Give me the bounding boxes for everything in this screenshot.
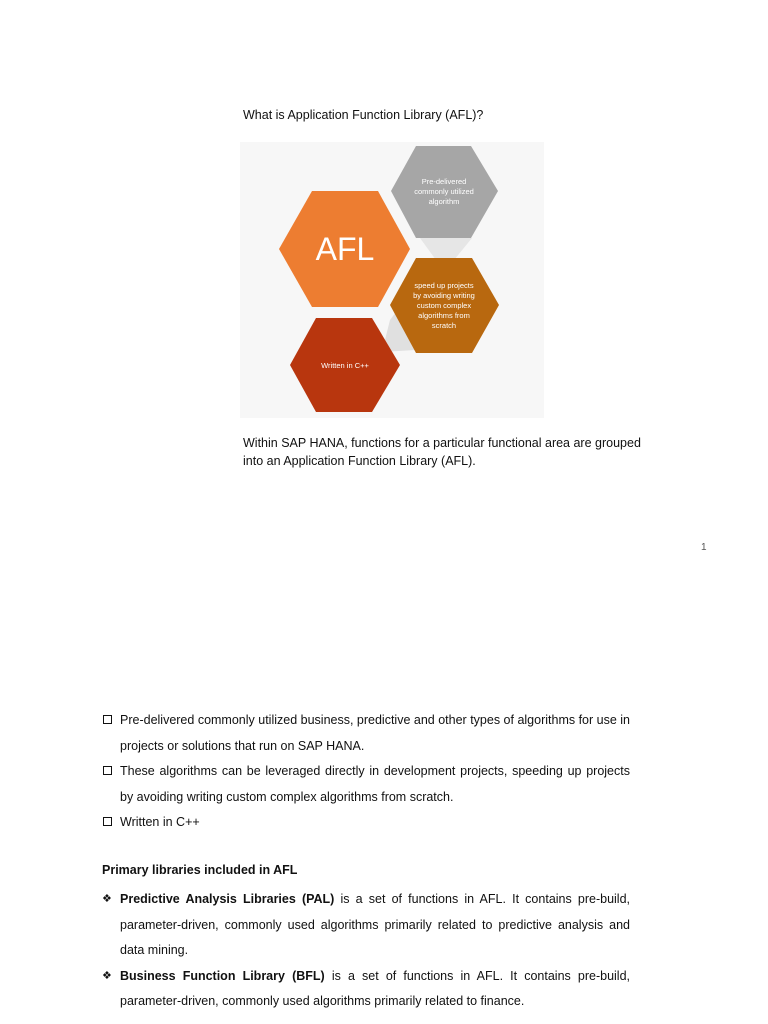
library-description: is a set of functions in AFL. It contains pre-build, parameter-driven, commonly used algorithms primarily related to finance. bbox=[120, 968, 631, 1009]
list-item-text: Pre-delivered commonly utilized business, predictive and other types of algorithms for use in projects or solutions that run on SAP HANA. bbox=[120, 713, 630, 753]
library-list bbox=[102, 887, 630, 1015]
list-item bbox=[102, 810, 630, 836]
diamond-bullet-icon: ❖ bbox=[102, 893, 112, 905]
diagram-label-line: commonly utilized bbox=[414, 187, 474, 196]
written-cpp-label bbox=[321, 361, 369, 370]
afl-diagram bbox=[240, 142, 544, 418]
diagram-label-line: custom complex bbox=[416, 301, 472, 310]
diagram-label-line: Written in C++ bbox=[321, 361, 369, 370]
checkbox-bullet-icon bbox=[103, 766, 112, 775]
library-description: is a set of functions in AFL. It contains pre-build, parameter-driven, commonly used algorithms primarily related to predictive analysis and data mining. bbox=[120, 892, 631, 958]
list-item bbox=[102, 759, 630, 810]
afl-hexagon-graphic bbox=[240, 142, 544, 418]
page-title: What is Application Function Library (AFL)? bbox=[243, 108, 484, 122]
afl-center-label: AFL bbox=[315, 231, 375, 267]
list-item bbox=[102, 887, 630, 964]
library-name: Predictive Analysis Libraries (PAL) bbox=[120, 892, 335, 906]
library-name: Business Function Library (BFL) bbox=[120, 968, 325, 983]
section-heading: Primary libraries included in AFL bbox=[102, 863, 298, 877]
list-item-text: These algorithms can be leveraged directly in development projects, speeding up projects by avoiding writing custom complex algorithms from scratch. bbox=[120, 764, 630, 804]
diagram-label-line: by avoiding writing bbox=[413, 291, 475, 300]
diagram-label-line: algorithm bbox=[428, 197, 460, 206]
list-item bbox=[102, 708, 630, 759]
diamond-bullet-icon: ❖ bbox=[102, 969, 112, 982]
page-number: 1 bbox=[701, 542, 707, 553]
list-item-text: Written in C++ bbox=[120, 815, 200, 830]
diagram-label-line: scratch bbox=[431, 321, 457, 330]
feature-list bbox=[102, 708, 630, 836]
checkbox-bullet-icon bbox=[103, 715, 112, 724]
list-item bbox=[102, 964, 630, 1015]
diagram-label-line: Pre-delivered bbox=[421, 177, 467, 186]
intro-paragraph: Within SAP HANA, functions for a particular functional area are grouped into an Application Function Library (AFL). bbox=[243, 436, 641, 468]
checkbox-bullet-icon bbox=[103, 817, 112, 826]
diagram-label-line: speed up projects bbox=[414, 281, 474, 290]
diagram-label-line: algorithms from bbox=[418, 311, 470, 320]
